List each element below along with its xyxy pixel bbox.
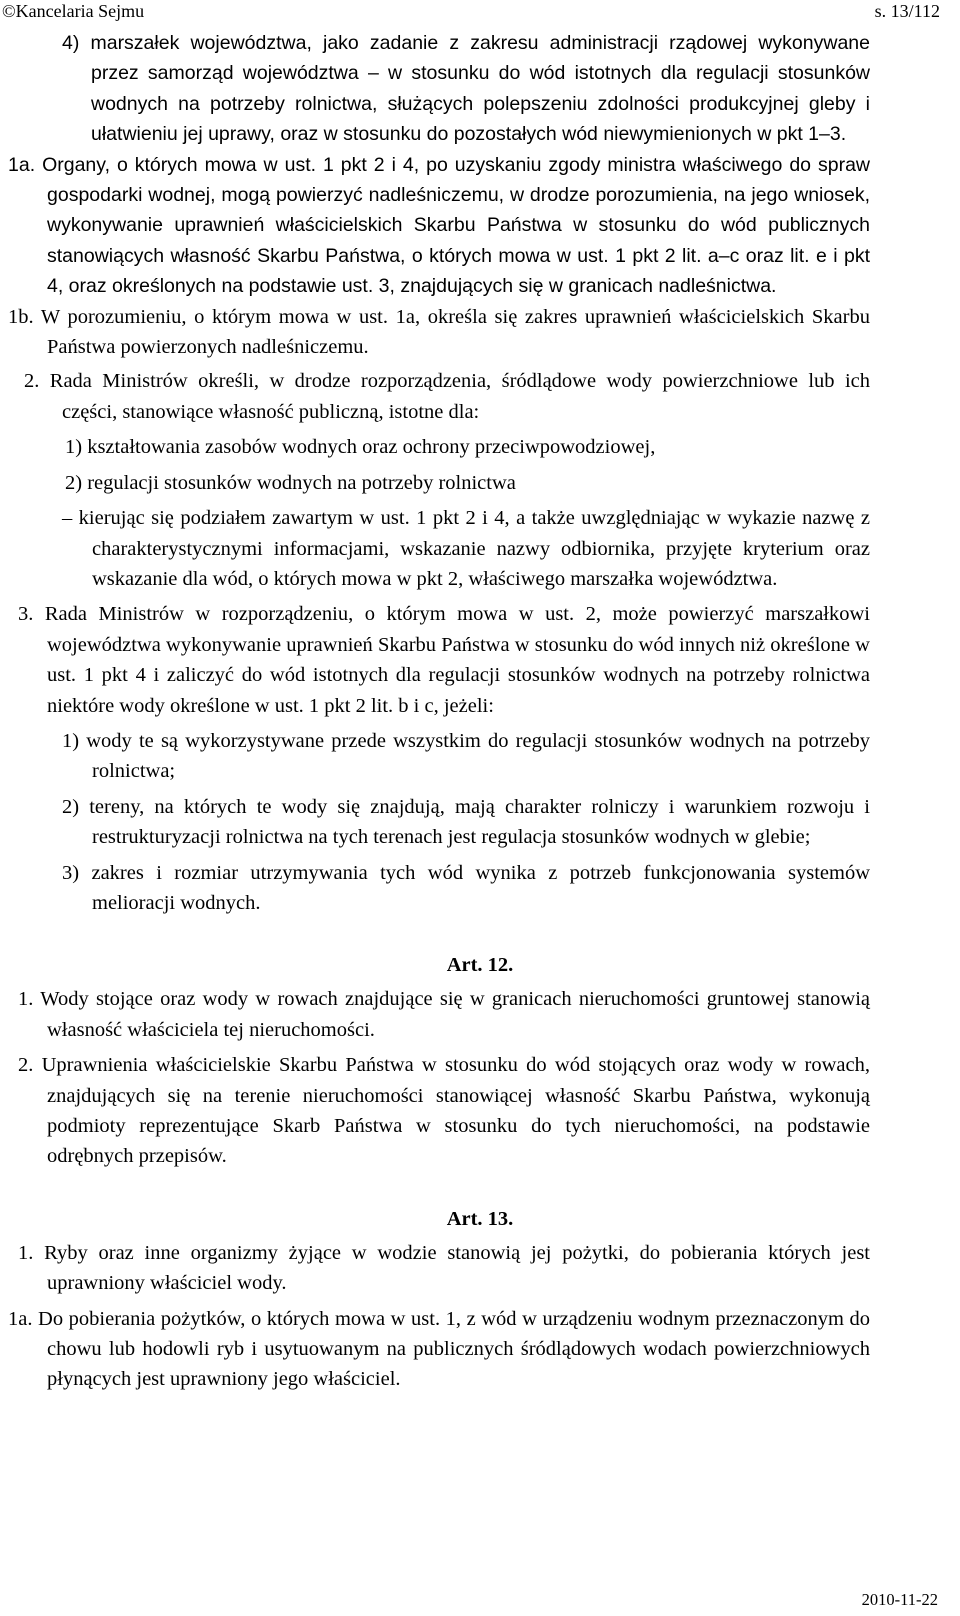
page-number: s. 13/112 xyxy=(874,1,940,21)
paragraph-1a: 1a. Organy, o których mowa w ust. 1 pkt 2 i 4, po uzyskaniu zgody ministra właściwego do spraw gospodarki wodnej, mogą powierzyć nadleśniczemu, w drodze porozumienia, na jego wniosek, wykonywanie uprawnień właścicielskich Skarbu Państwa w stosunku do wód publicznych stanowiących własność Skarbu Państwa, o których mowa w ust. 1 pkt 2 lit. a–c oraz lit. e i pkt 4, oraz określonych na podstawie ust. 3, znajdujących się w granicach nadleśnictwa. xyxy=(8,153,870,298)
paragraph-2: 2. Rada Ministrów określi, w drodze rozporządzenia, śródlądowe wody powierzchniowe lub ich części, stanowiące własność publiczną, istotne dla: xyxy=(24,370,870,423)
article-13-heading: Art. 13. xyxy=(446,1207,514,1230)
paragraph-2-dash: – kierując się podziałem zawartym w ust. 1 pkt 2 i 4, a także uwzględniając w wykazie nazwę z charakterystycznymi informacjami, wskazanie nazwy odbiornika, przyjęte kryterium oraz wskazanie dla wód, o których mowa w pkt 2, właściwego marszałka województwa. xyxy=(62,507,870,590)
list-item-3-3: 3) zakres i rozmiar utrzymywania tych wód wynika z potrzeb funkcjonowania systemów melioracji wodnych. xyxy=(62,861,870,914)
page-header xyxy=(0,0,960,22)
article-13-paragraph-1: 1. Ryby oraz inne organizmy żyjące w wodzie stanowią jej pożytki, do pobierania których jest uprawniony właściciel wody. xyxy=(18,1241,870,1295)
paragraph-3: 3. Rada Ministrów w rozporządzeniu, o którym mowa w ust. 2, może powierzyć marszałkowi województwa wykonywanie uprawnień Skarbu Państwa w stosunku do wód innych niż określone w ust. 1 pkt 4 i zaliczyć do wód istotnych dla regulacji stosunków wodnych na potrzeby rolnictwa niektóre wody określone w ust. 1 pkt 2 lit. b i c, jeżeli: xyxy=(18,603,870,717)
paragraph-point-4: 4) marszałek województwa, jako zadanie z zakresu administracji rządowej wykonywane przez samorząd województwa – w stosunku do wód istotnych dla regulacji stosunków wodnych na potrzeby rolnictwa, służących polepszeniu zdolności produkcyjnej gleby i ułatwieniu jej uprawy, oraz w stosunku do pozostałych wód niewymienionych w pkt 1–3. xyxy=(62,32,870,146)
list-item-2-2: 2) regulacji stosunków wodnych na potrzeby rolnictwa xyxy=(65,471,516,494)
article-12-paragraph-1: 1. Wody stojące oraz wody w rowach znajdujące się w granicach nieruchomości gruntowej stanowią własność właściciela tej nieruchomości. xyxy=(18,988,870,1041)
copyright-label: ©Kancelaria Sejmu xyxy=(2,1,145,21)
list-item-2-1: 1) kształtowania zasobów wodnych oraz ochrony przeciwpowodziowej, xyxy=(65,436,656,459)
list-item-3-1: 1) wody te są wykorzystywane przede wszystkim do regulacji stosunków wodnych na potrzeby rolnictwa; xyxy=(62,729,870,783)
document-body xyxy=(0,26,960,1395)
article-13-paragraph-1a: 1a. Do pobierania pożytków, o których mowa w ust. 1, z wód w urządzeniu wodnym przeznaczonym do chowu lub hodowli ryb i usytuowanym na publicznych śródlądowych wodach powierzchniowych płynących jest uprawniony jego właściciel. xyxy=(8,1307,870,1391)
article-12-heading: Art. 12. xyxy=(446,954,514,977)
article-12-paragraph-2: 2. Uprawnienia właścicielskie Skarbu Państwa w stosunku do wód stojących oraz wody w rowach, znajdujących się na terenie nieruchomości stanowiącej własność Skarbu Państwa, wykonują podmioty reprezentujące Skarb Państwa w stosunku do tych nieruchomości, na podstawie odrębnych przepisów. xyxy=(18,1054,870,1168)
list-item-3-2: 2) tereny, na których te wody się znajdują, mają charakter rolniczy i warunkiem rozwoju i restrukturyzacji rolnictwa na tych terenach jest regulacja stosunków wodnych w glebie; xyxy=(62,795,870,849)
paragraph-1b: 1b. W porozumieniu, o którym mowa w ust. 1a, określa się zakres uprawnień właścicielskich Skarbu Państwa powierzonych nadleśniczemu. xyxy=(8,305,870,359)
document-date: 2010-11-22 xyxy=(861,1590,938,1609)
